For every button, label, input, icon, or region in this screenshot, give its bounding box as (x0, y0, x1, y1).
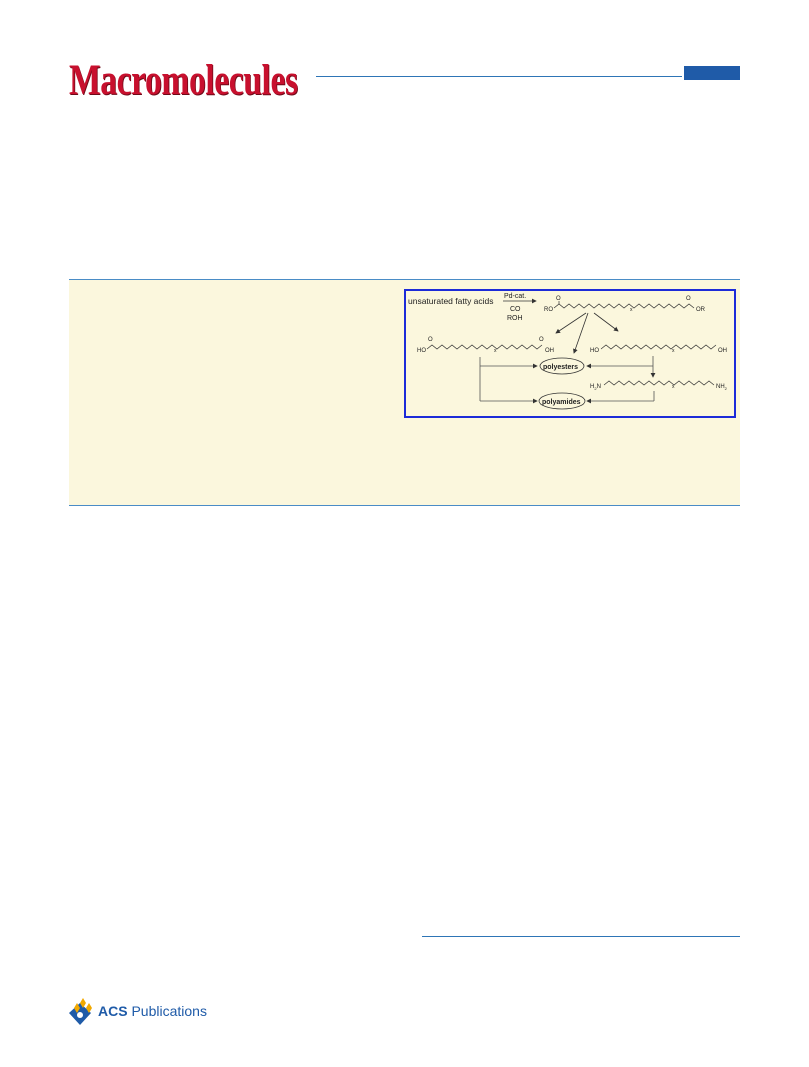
header-tab (684, 66, 740, 80)
diester-left-group: RO (544, 307, 553, 313)
diol-right-group: OH (718, 348, 727, 354)
diamine-left-group: $H_2N$ (590, 384, 601, 391)
diacid-left-group: HO (417, 348, 426, 354)
diacid-chain (427, 345, 542, 349)
toc-graphic (404, 289, 736, 418)
publisher-name[interactable] (98, 1003, 207, 1019)
reagent-co: CO (510, 306, 521, 313)
diester-x: x (630, 307, 633, 313)
diester-right-group: OR (696, 307, 705, 313)
diol-chain (601, 345, 716, 349)
diester-oxygen-left: O (556, 296, 561, 302)
diamine-chain (604, 381, 714, 385)
diacid-x: x (494, 348, 497, 354)
diester-oxygen-right: O (686, 296, 691, 302)
product-polyesters: polyesters (543, 364, 579, 371)
publisher-name-strong: ACS (98, 1003, 128, 1019)
diester-chain (554, 304, 694, 308)
catalyst-label: Pd-cat. (504, 293, 527, 300)
journal-title: Macromolecules (69, 57, 298, 104)
start-label: unsaturated fatty acids (408, 296, 494, 306)
arrow-to-diacid (556, 313, 586, 333)
product-polyamides: polyamides (542, 399, 581, 406)
diamine-right-group: $NH_2$ (716, 384, 727, 391)
footnote-rule (422, 936, 740, 937)
reagent-roh: ROH (507, 315, 523, 322)
diamine-x: x (672, 384, 675, 390)
diacid-oxygen-left: O (428, 337, 433, 343)
diol-left-group: HO (590, 348, 599, 354)
diol-x: x (672, 348, 675, 354)
diacid-oxygen-right: O (539, 337, 544, 343)
publisher-name-rest: Publications (127, 1003, 207, 1019)
arrow-to-polyesters (574, 313, 588, 353)
arrow-to-diol (594, 313, 618, 331)
diacid-right-group: OH (545, 348, 554, 354)
header-rule (316, 76, 682, 77)
